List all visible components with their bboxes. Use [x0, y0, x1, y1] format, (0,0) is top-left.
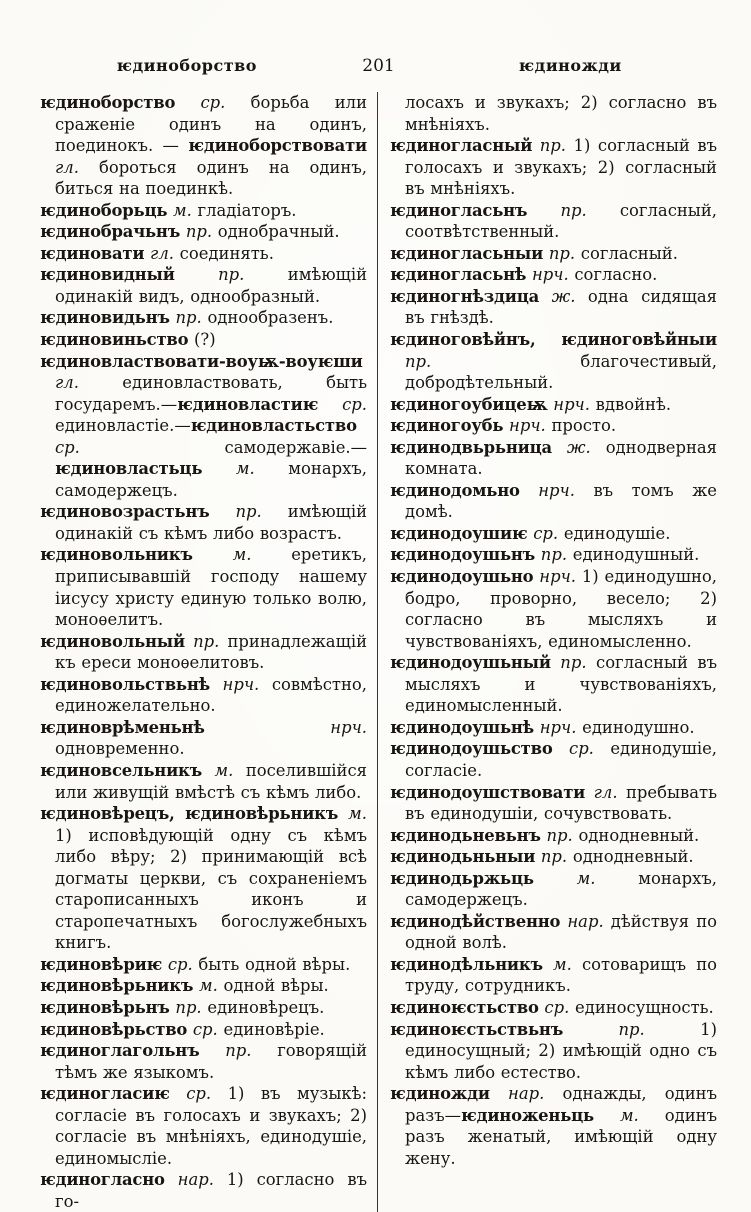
dictionary-entry [40, 1040, 367, 1083]
headword: ѥдиновольный [40, 631, 185, 651]
dictionary-entry [390, 1019, 717, 1084]
running-head [40, 56, 717, 76]
headword: ѥдиноборство [40, 93, 176, 112]
definition-text: 1) согласный въ голосахъ и звукахъ; 2) согласный въ мнѣніяхъ. [405, 136, 717, 199]
headword: ѥдиногласьныи [390, 243, 544, 263]
pos-abbreviation: нрч. [547, 394, 590, 414]
pos-abbreviation: нар. [489, 1084, 545, 1104]
dictionary-entry [390, 911, 717, 954]
headword: ѥдинодоушьно [390, 567, 534, 587]
dictionary-entry [390, 200, 717, 243]
dictionary-entry [390, 1083, 717, 1169]
dictionary-entry [390, 437, 717, 480]
dictionary-entry [390, 782, 717, 825]
pos-abbreviation: пр. [535, 847, 568, 867]
headword: ѥдиновластвовати-воуѭ-воуѥши [40, 351, 363, 371]
definition-text: монархъ, самодержецъ. [405, 868, 717, 910]
pos-abbreviation: пр. [169, 308, 202, 328]
dictionary-entry [390, 415, 717, 437]
headword: ѥдинодѣйственно [390, 911, 561, 931]
definition-text: единовѣрецъ. [201, 997, 325, 1017]
headword: ѥдиноврѣменьнѣ [40, 717, 205, 737]
headword: ѥдинодомьно [390, 480, 520, 500]
pos-abbreviation: нрч. [534, 717, 577, 737]
definition-text: 1) единодушно, бодро, проворно, весело; 2) согласно въ мысляхъ и чувствованіяхъ, единомысленно. [405, 567, 718, 651]
headword: ѥдиновиньство [40, 330, 189, 350]
headword: ѥдиновѣриѥ [40, 954, 163, 974]
pos-abbreviation: нрч. [503, 416, 546, 436]
headword: ѥдиновѣрьникъ [40, 976, 194, 996]
dictionary-entry [40, 631, 367, 674]
page-number: 201 [362, 56, 395, 76]
headword: ѥдиновластиѥ [177, 394, 319, 414]
pos-abbreviation: нар. [560, 911, 604, 931]
pos-abbreviation: ж. [539, 286, 576, 306]
definition-text: 1) въ музыкѣ: согласіе въ голосахъ и звукахъ; 2) согласіе въ мнѣніяхъ, единодушіе, единомысліе. [55, 1084, 368, 1168]
headword: ѥдиноборствовати [188, 136, 367, 156]
headword: ѥдинодоушиѥ [390, 523, 528, 543]
pos-abbreviation: пр. [209, 502, 262, 522]
definition-text: единосущность. [569, 997, 714, 1017]
dictionary-entry [40, 954, 367, 976]
definition-text: поселившійся или живущій вмѣстѣ съ кѣмъ либо. [55, 760, 367, 802]
dictionary-entry [40, 803, 367, 954]
headword: ѥдиновольникъ [40, 545, 193, 565]
text-columns [40, 92, 717, 1212]
dictionary-entry [390, 480, 717, 523]
pos-abbreviation: ср. [552, 739, 594, 759]
pos-abbreviation: ср. [527, 523, 559, 543]
headword: ѥдинодьньныи [390, 847, 536, 867]
headword: ѥдинодвьрьница [390, 437, 552, 457]
headword: ѥдинодоушьство [390, 739, 553, 759]
pos-abbreviation: м. [202, 760, 234, 780]
dictionary-entry [390, 997, 717, 1019]
definition-text: согласный въ мысляхъ и чувствованіяхъ, единомысленный. [405, 653, 717, 716]
headword: ѥдинодьржьць [390, 868, 534, 888]
definition-text: борьба или сраженіе одинъ на одинъ, поединокъ. — [55, 93, 367, 156]
pos-abbreviation: пр. [563, 1019, 645, 1039]
dictionary-entry [390, 329, 717, 394]
dictionary-entry [390, 825, 717, 847]
definition-text: (?) [188, 330, 216, 350]
pos-abbreviation: пр. [169, 997, 202, 1017]
dictionary-entry [390, 954, 717, 997]
pos-abbreviation: гл. [55, 373, 79, 393]
definition-text: единодушіе. [558, 523, 671, 543]
definition-text: одинъ разъ женатый, имѣющій одну жену. [405, 1105, 717, 1168]
definition-text: одной вѣры. [217, 976, 329, 996]
definition-text: согласный, соотвѣтственный. [405, 200, 717, 242]
pos-abbreviation: пр. [543, 243, 576, 263]
headword: ѥдиногласьнѣ [390, 265, 527, 285]
dictionary-entry [40, 1169, 367, 1212]
pos-abbreviation: м. [593, 1105, 639, 1125]
headword: ѥдиновѣрьнъ [40, 997, 170, 1017]
dictionary-entry [40, 221, 367, 243]
headword: ѥдиновѣрьство [40, 1019, 188, 1039]
definition-text: лосахъ и звукахъ; 2) согласно въ мнѣніяхъ. [405, 93, 717, 134]
pos-abbreviation: м. [533, 868, 596, 888]
dictionary-entry [40, 200, 367, 222]
pos-abbreviation: нрч. [209, 674, 260, 694]
pos-abbreviation: пр. [174, 265, 245, 285]
running-head-left-catchword: ѥдиноборство [116, 56, 257, 75]
dictionary-entry [390, 92, 717, 135]
dictionary-entry [40, 307, 367, 329]
headword: ѥдиноженьць [461, 1105, 594, 1125]
definition-text: единовластвовать, быть государемъ.— [55, 373, 367, 414]
dictionary-entry [40, 351, 367, 502]
pos-abbreviation: ср. [175, 93, 226, 112]
pos-abbreviation: пр. [527, 200, 587, 220]
definition-text: однодневный. [567, 847, 694, 867]
definition-text: просто. [545, 416, 617, 436]
headword: ѥдиногоубь [390, 416, 504, 436]
pos-abbreviation: пр. [540, 825, 573, 845]
headword: ѥдиновати [40, 243, 145, 263]
definition-text: 1) согласно въ го- [55, 1170, 367, 1211]
pos-abbreviation: ср. [162, 954, 193, 974]
headword: ѥдиноговѣйнъ, ѥдиноговѣйныи [390, 330, 717, 350]
definition-text: вдвойнѣ. [589, 394, 672, 414]
headword: ѥдиноѥстьство [390, 997, 539, 1017]
definition-text: 1) исповѣдующій одну съ кѣмъ либо вѣру; 2) принимающій всѣ догматы церкви, съ сохраненіемъ старописанныхъ иконъ и старопечатныхъ богослужебныхъ книгъ. [55, 825, 367, 953]
definition-text: принадлежащій къ ереси моноѳелитовъ. [55, 631, 367, 673]
pos-abbreviation: пр. [550, 653, 587, 673]
definition-text: одновременно. [55, 739, 185, 759]
pos-abbreviation: нрч. [204, 717, 367, 737]
definition-text: одна сидящая въ гнѣздѣ. [405, 286, 717, 328]
headword: ѥдиногоубицеѭ [390, 394, 548, 414]
headword: ѥдиновольствьнѣ [40, 674, 210, 694]
definition-text: однажды, одинъ разъ— [405, 1084, 717, 1125]
pos-abbreviation: ср. [538, 997, 570, 1017]
dictionary-entry [40, 997, 367, 1019]
pos-abbreviation: м. [193, 976, 218, 996]
definition-text: единодушный. [567, 545, 700, 565]
dictionary-entry [40, 760, 367, 803]
pos-abbreviation: ср. [318, 394, 367, 414]
dictionary-entry [390, 652, 717, 717]
pos-abbreviation: ср. [55, 437, 80, 457]
pos-abbreviation: пр. [532, 136, 566, 156]
dictionary-entry [390, 243, 717, 265]
pos-abbreviation: нар. [164, 1170, 214, 1190]
definition-text: монархъ, самодержецъ. [55, 459, 367, 500]
headword: ѥдиновидный [40, 265, 175, 285]
definition-text: единодушно. [576, 717, 695, 737]
dictionary-entry [390, 868, 717, 911]
definition-text: согласно. [568, 265, 658, 285]
definition-text: соединять. [173, 243, 274, 263]
definition-text: пребывать въ единодушіи, сочувствовать. [405, 782, 717, 824]
dictionary-entry [390, 566, 717, 652]
headword: ѥдиногласно [40, 1170, 165, 1190]
definition-text: сотоварищъ по труду, сотрудникъ. [405, 954, 718, 996]
definition-text: однобрачный. [212, 222, 340, 242]
pos-abbreviation: пр. [535, 545, 568, 565]
dictionary-entry [390, 523, 717, 545]
headword: ѥдинодѣльникъ [390, 954, 543, 974]
dictionary-entry [40, 92, 367, 200]
headword: ѥдинодоушьный [390, 653, 551, 673]
definition-text: благочестивый, добродѣтельный. [405, 351, 717, 393]
pos-abbreviation: ср. [169, 1084, 212, 1104]
pos-abbreviation: гл. [144, 243, 174, 263]
headword: ѥдинобрачьнъ [40, 222, 181, 242]
pos-abbreviation: пр. [199, 1041, 252, 1061]
pos-abbreviation: гл. [585, 782, 618, 802]
left-column [40, 92, 378, 1212]
pos-abbreviation: пр. [180, 222, 213, 242]
pos-abbreviation: м. [192, 545, 252, 565]
dictionary-entry [40, 243, 367, 265]
dictionary-entry [40, 329, 367, 351]
headword: ѥдинодоушьнъ [390, 545, 536, 565]
definition-text: согласный. [575, 243, 678, 263]
dictionary-entry [390, 286, 717, 329]
definition-text: гладіаторъ. [191, 200, 297, 220]
dictionary-entry [40, 1083, 367, 1169]
definition-text: единодушіе, согласіе. [405, 739, 717, 780]
definition-text: самодержавіе.— [79, 437, 367, 457]
headword: ѥдиновѣрецъ, ѥдиновѣрьникъ [40, 804, 339, 824]
pos-abbreviation: ж. [551, 437, 591, 457]
headword: ѥдиножди [390, 1084, 490, 1104]
running-head-right-catchword: ѥдиножди [518, 56, 622, 75]
dictionary-entry [40, 674, 367, 717]
headword: ѥдиновластьць [55, 459, 203, 479]
headword: ѥдинодоушьнѣ [390, 717, 535, 737]
right-column [378, 92, 717, 1212]
definition-text: еретикъ, приписывавшій господу нашему іисусу христу единую только волю, моноѳелитъ. [55, 545, 367, 630]
definition-text: однодверная комната. [405, 437, 717, 479]
headword: ѥдиногласьнъ [390, 200, 528, 220]
pos-abbreviation: пр. [185, 631, 220, 651]
dictionary-entry [390, 717, 717, 739]
headword: ѥдиновозрастьнъ [40, 502, 210, 522]
headword: ѥдиноѥстьствьнъ [390, 1019, 564, 1039]
definition-text: однообразенъ. [201, 308, 334, 328]
pos-abbreviation: м. [202, 459, 255, 479]
dictionary-entry [390, 544, 717, 566]
pos-abbreviation: м. [542, 954, 572, 974]
dictionary-entry [40, 1019, 367, 1041]
dictionary-entry [40, 264, 367, 307]
headword: ѥдиноборьць [40, 200, 168, 220]
pos-abbreviation: нрч. [533, 567, 576, 587]
headword: ѥдинодоушствовати [390, 782, 586, 802]
definition-text: имѣющій одинакій съ кѣмъ либо возрастъ. [55, 502, 367, 543]
definition-text: единовѣріе. [217, 1019, 325, 1039]
definition-text: 1) единосущный; 2) имѣющій одно съ кѣмъ либо естество. [405, 1019, 717, 1082]
definition-text: въ томъ же домѣ. [405, 480, 717, 522]
pos-abbreviation: пр. [405, 351, 432, 371]
dictionary-entry [390, 264, 717, 286]
definition-text: дѣйствуя по одной волѣ. [405, 911, 718, 953]
definition-text: бороться одинъ на одинъ, биться на поединкѣ. [55, 157, 367, 199]
dictionary-entry [390, 738, 717, 781]
headword: ѥдинодьневьнъ [390, 825, 541, 845]
headword: ѥдиновластьство [190, 416, 357, 436]
headword: ѥдиногласный [390, 136, 533, 156]
definition-text: быть одной вѣры. [192, 954, 351, 974]
definition-text: говорящій тѣмъ же языкомъ. [55, 1041, 368, 1082]
pos-abbreviation: гл. [55, 157, 79, 177]
dictionary-entry [40, 544, 367, 630]
pos-abbreviation: м. [338, 804, 367, 824]
dictionary-entry [390, 846, 717, 868]
dictionary-entry [40, 501, 367, 544]
pos-abbreviation: ср. [187, 1019, 218, 1039]
headword: ѥдиновидьнъ [40, 308, 170, 328]
pos-abbreviation: нрч. [526, 265, 569, 285]
definition-text: единовластіе.— [55, 416, 191, 436]
headword: ѥдиноглагольнъ [40, 1041, 200, 1061]
dictionary-entry [40, 975, 367, 997]
headword: ѥдиногнѣздица [390, 286, 540, 306]
definition-text: совмѣстно, единожелательно. [55, 674, 368, 716]
headword: ѥдиновсельникъ [40, 760, 203, 780]
definition-text: однодневный. [572, 825, 700, 845]
dictionary-entry [390, 394, 717, 416]
definition-text: имѣющій одинакій видъ, однообразный. [55, 265, 367, 306]
headword: ѥдиногласиѥ [40, 1084, 170, 1104]
pos-abbreviation: м. [167, 200, 192, 220]
pos-abbreviation: нрч. [519, 480, 575, 500]
dictionary-entry [390, 135, 717, 200]
dictionary-entry [40, 717, 367, 760]
